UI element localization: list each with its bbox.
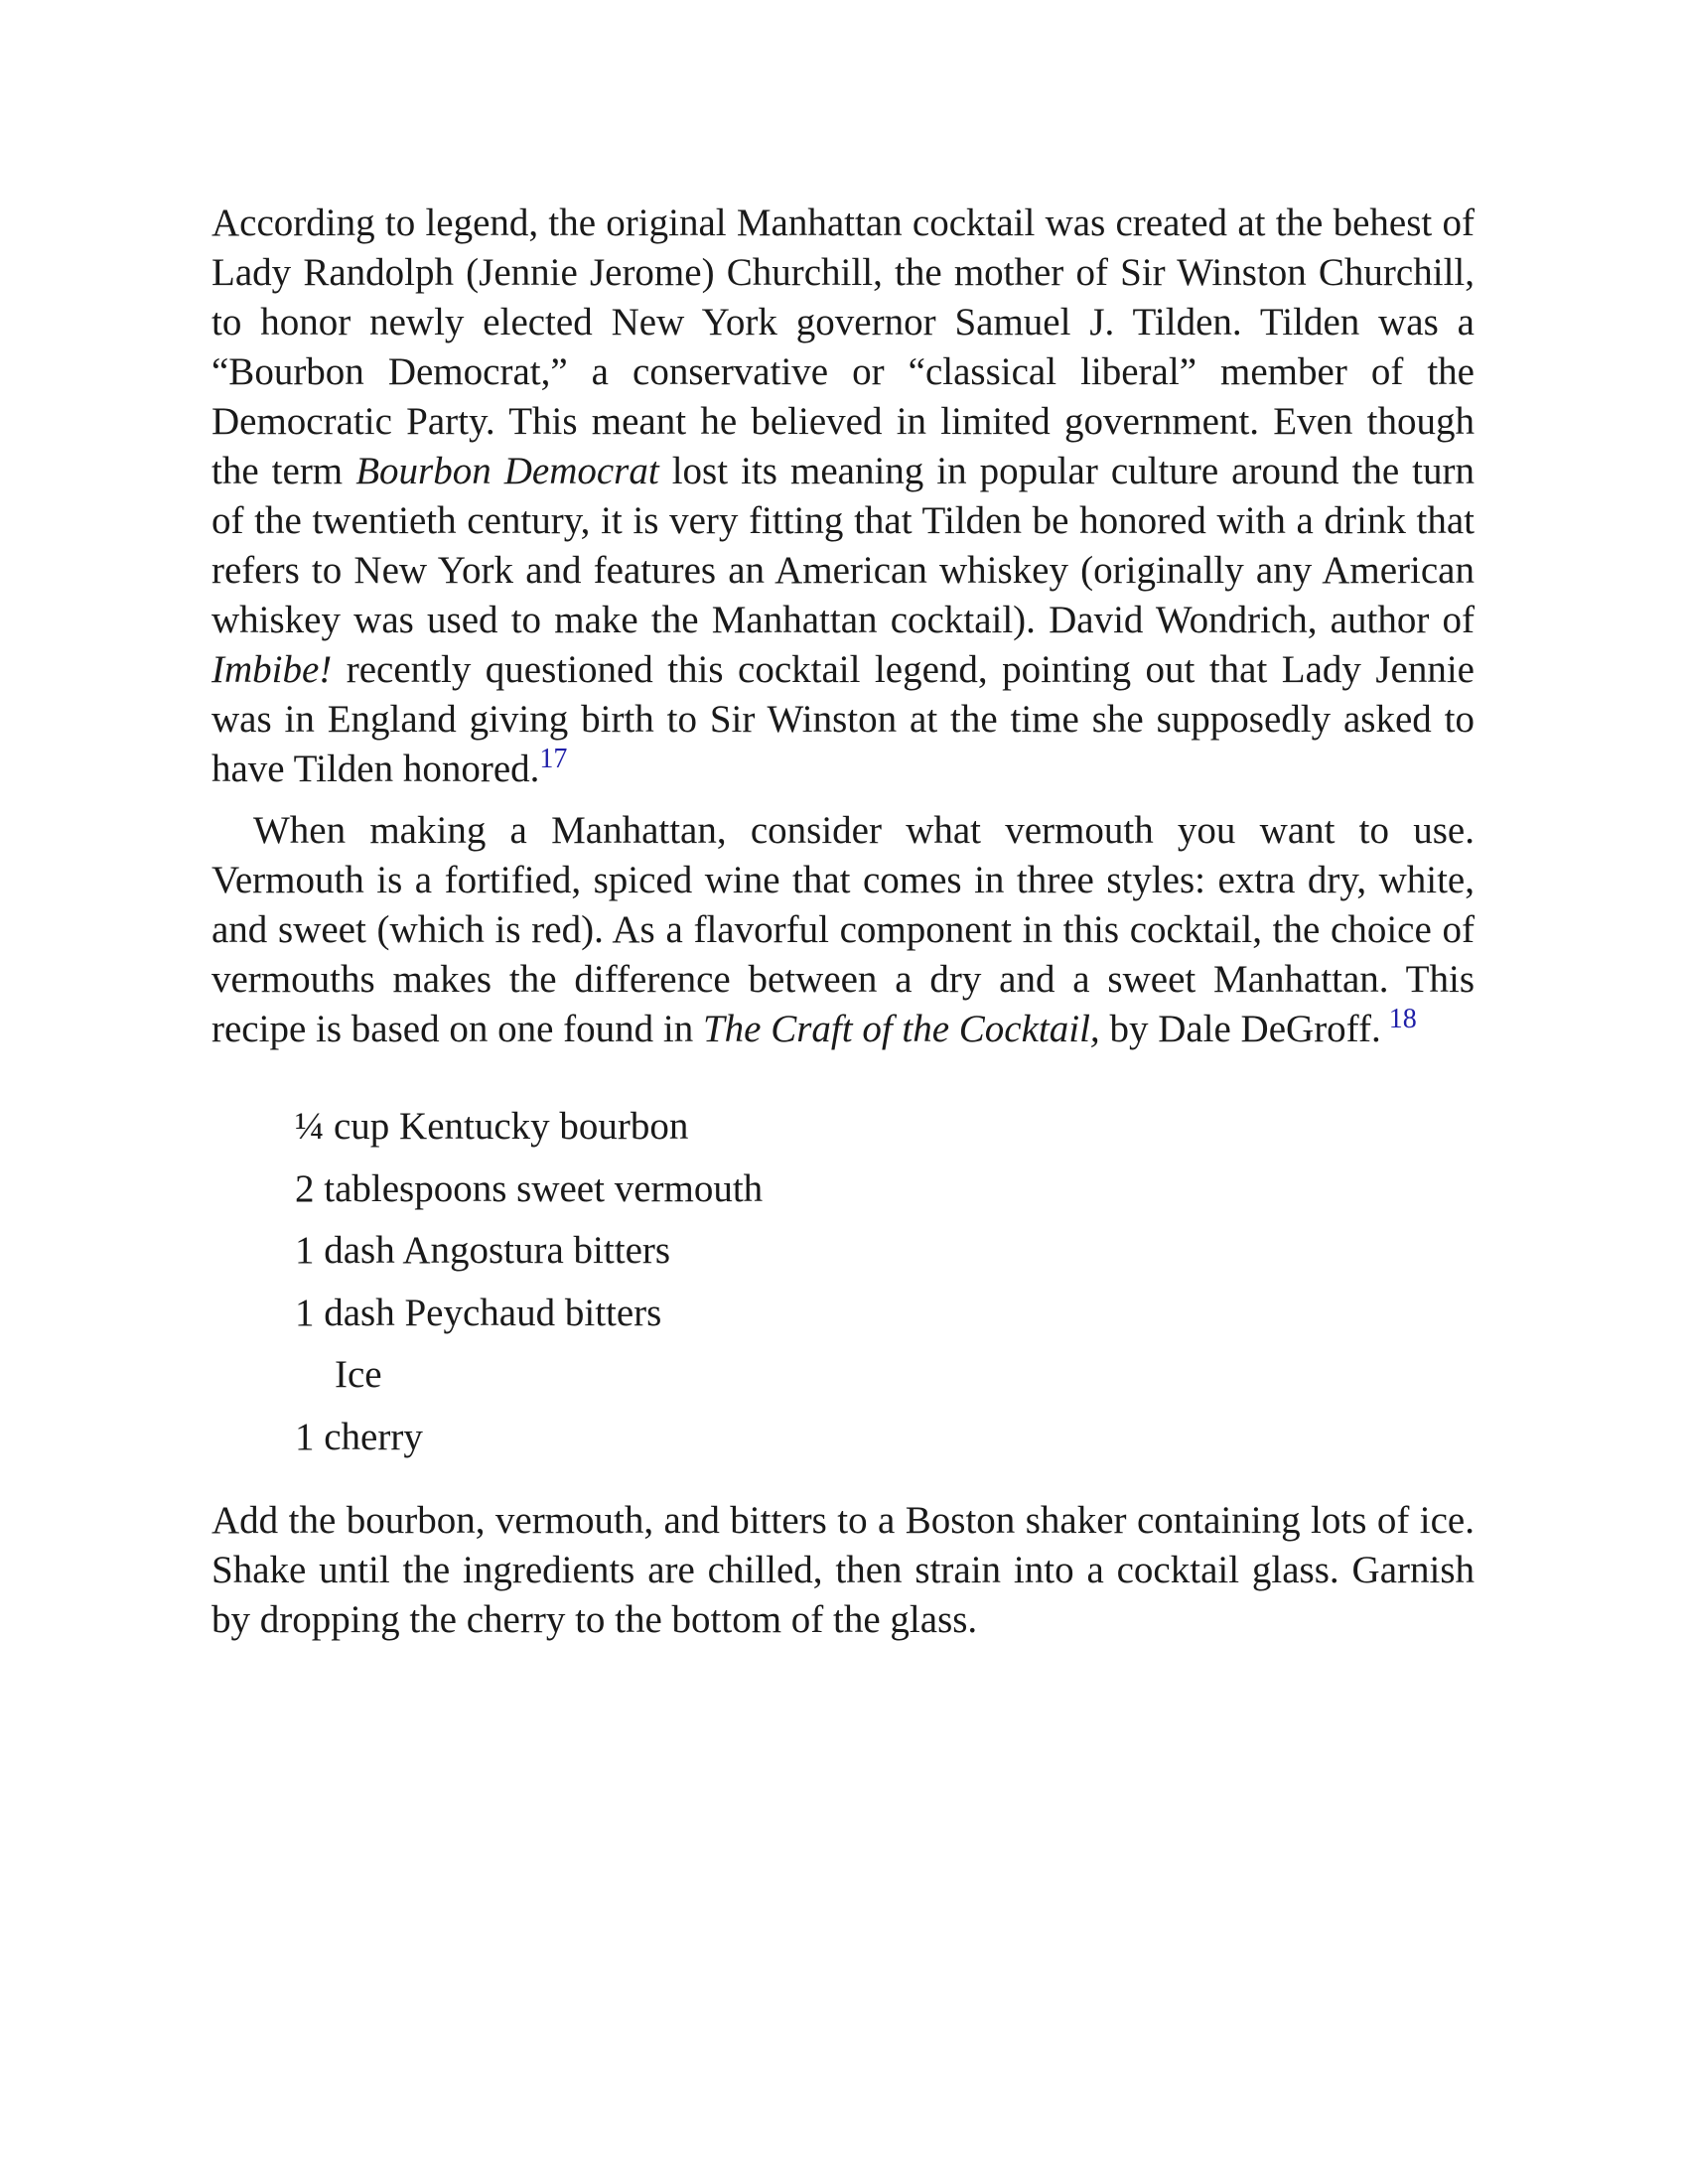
page-content bbox=[211, 199, 1475, 1645]
history-text-c: recently questioned this cocktail legend, pointing out that Lady Jennie was in England giving birth to Sir Winston at the time she supposedly asked to have Tilden honored. bbox=[211, 648, 1475, 790]
ingredient-item: ¼ cup Kentucky bourbon bbox=[295, 1105, 689, 1148]
craft-of-cocktail-title: The Craft of the Cocktail, bbox=[702, 1008, 1100, 1050]
history-paragraph bbox=[211, 199, 1475, 794]
history-text-a: According to legend, the original Manhattan cocktail was created at the behest of Lady Randolph (Jennie Jerome) Churchill, the mother of Sir Winston Churchill, to honor newly elected New York governor Samuel J. Tilden. Tilden was a “Bourbon Democrat,” a conservative or “classical liberal” member of the Democratic Party. This meant he believed in limited government. Even though the term bbox=[211, 202, 1475, 492]
ingredient-item: 2 tablespoons sweet vermouth bbox=[295, 1166, 764, 1210]
imbibe-book-title: Imbibe! bbox=[211, 648, 333, 691]
ingredient-item: 1 cherry bbox=[295, 1415, 423, 1458]
footnote-link-17[interactable]: 17 bbox=[539, 744, 568, 774]
vermouth-text-a: When making a Manhattan, consider what vermouth you want to use. Vermouth is a fortified, spiced wine that comes in three styles: extra dry, white, and sweet (which is red). As a flavorful component in this cocktail, the choice of vermouths makes the difference between a dry and a sweet Manhattan. This recipe is based on one found in bbox=[211, 809, 1475, 1050]
vermouth-paragraph bbox=[211, 806, 1475, 1054]
ingredient-item: 1 dash Peychaud bitters bbox=[295, 1291, 662, 1334]
ingredient-item: Ice bbox=[335, 1353, 382, 1396]
instructions-paragraph: Add the bourbon, vermouth, and bitters to a Boston shaker containing lots of ice. Shake until the ingredients are chilled, then strain into a cocktail glass. Garnish by dropping the cherry to the bottom of the glass. bbox=[211, 1499, 1475, 1641]
history-text-b: lost its meaning in popular culture around the turn of the twentieth century, it is very fitting that Tilden be honored with a drink that refers to New York and features an American whiskey (originally any American whiskey was used to make the Manhattan cocktail). David Wondrich, author of bbox=[211, 450, 1475, 641]
ingredient-item: 1 dash Angostura bitters bbox=[295, 1229, 671, 1272]
bourbon-democrat-term: Bourbon Democrat bbox=[355, 450, 659, 492]
ingredient-list bbox=[211, 1096, 1475, 1468]
vermouth-text-b: by Dale DeGroff. bbox=[1099, 1008, 1381, 1050]
footnote-link-18[interactable]: 18 bbox=[1388, 1004, 1417, 1034]
